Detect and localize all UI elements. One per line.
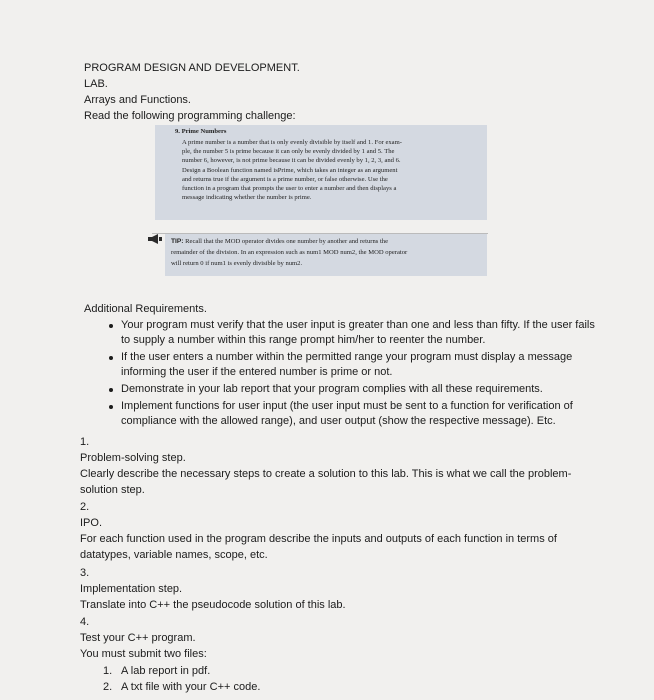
excerpt-line: ple, the number 5 is prime because it can only be evenly divided by 1 and 5. The [182, 148, 395, 155]
excerpt-line: function in a program that prompts the user to enter a number and then displays a [182, 185, 397, 192]
tip-box [165, 234, 487, 276]
step-number: 3. [80, 567, 90, 579]
requirement-line: Demonstrate in your lab report that your program complies with all these requirements. [121, 383, 543, 395]
requirement-line: compliance with the allowed range), and user output (show the respective message). Etc. [121, 415, 556, 427]
bullet-icon [109, 356, 113, 360]
submit-file-item: A lab report in pdf. [121, 665, 211, 677]
excerpt-line: Design a Boolean function named isPrime, which takes an integer as an argument [182, 167, 398, 174]
step-title: Test your C++ program. [80, 632, 196, 644]
tip-line: remainder of the division. In an expression such as num1 MOD num2, the MOD operator [171, 249, 408, 256]
bullet-icon [109, 405, 113, 409]
step-title: IPO. [80, 517, 103, 529]
step-title: Implementation step. [80, 583, 183, 595]
requirements-heading: Additional Requirements. [84, 303, 207, 315]
excerpt-line: and returns true if the argument is a prime number, or false otherwise. Use the [182, 176, 388, 183]
challenge-title: 9. Prime Numbers [175, 128, 227, 135]
step-text: solution step. [80, 484, 145, 496]
excerpt-line: number 6, however, is not prime because it can be divided evenly by 1, 2, 3, and 6. [182, 157, 401, 164]
topic-title: Arrays and Functions. [84, 94, 191, 106]
requirement-line: to supply a number within this range prompt him/her to reenter the number. [121, 334, 486, 346]
step-text: Translate into C++ the pseudocode solution of this lab. [80, 599, 346, 611]
step-text: You must submit two files: [80, 648, 207, 660]
requirement-line: informing the user if the entered number is prime or not. [121, 366, 393, 378]
submit-file-number: 2. [103, 681, 113, 693]
instruction-text: Read the following programming challenge: [84, 110, 296, 122]
bullet-icon [109, 324, 113, 328]
requirement-line: If the user enters a number within the permitted range your program must display a message [121, 351, 573, 363]
submit-file-number: 1. [103, 665, 113, 677]
bullet-icon [109, 388, 113, 392]
tip-line: will return 0 if num1 is evenly divisible by num2. [171, 260, 303, 267]
lab-label: LAB. [84, 78, 108, 90]
course-title: PROGRAM DESIGN AND DEVELOPMENT. [84, 62, 300, 74]
excerpt-line: message indicating whether the number is prime. [182, 194, 312, 201]
step-title: Problem-solving step. [80, 452, 186, 464]
step-text: Clearly describe the necessary steps to create a solution to this lab. This is what we call the problem- [80, 468, 572, 480]
excerpt-line: A prime number is a number that is only evenly divisible by itself and 1. For exam- [182, 139, 402, 146]
step-number: 4. [80, 616, 90, 628]
requirement-line: Implement functions for user input (the user input must be sent to a function for verification of [121, 400, 573, 412]
requirement-line: Your program must verify that the user input is greater than one and less than fifty. If the user fails [121, 319, 595, 331]
submit-file-item: A txt file with your C++ code. [121, 681, 261, 693]
textbook-excerpt [155, 125, 487, 220]
tip-line: Recall that the MOD operator divides one number by another and returns the [185, 238, 389, 245]
step-text: For each function used in the program describe the inputs and outputs of each function in terms of [80, 533, 557, 545]
step-number: 2. [80, 501, 90, 513]
tip-label: TIP: [171, 238, 184, 245]
step-number: 1. [80, 436, 90, 448]
step-text: datatypes, variable names, scope, etc. [80, 549, 268, 561]
tip-megaphone-icon [147, 233, 163, 245]
